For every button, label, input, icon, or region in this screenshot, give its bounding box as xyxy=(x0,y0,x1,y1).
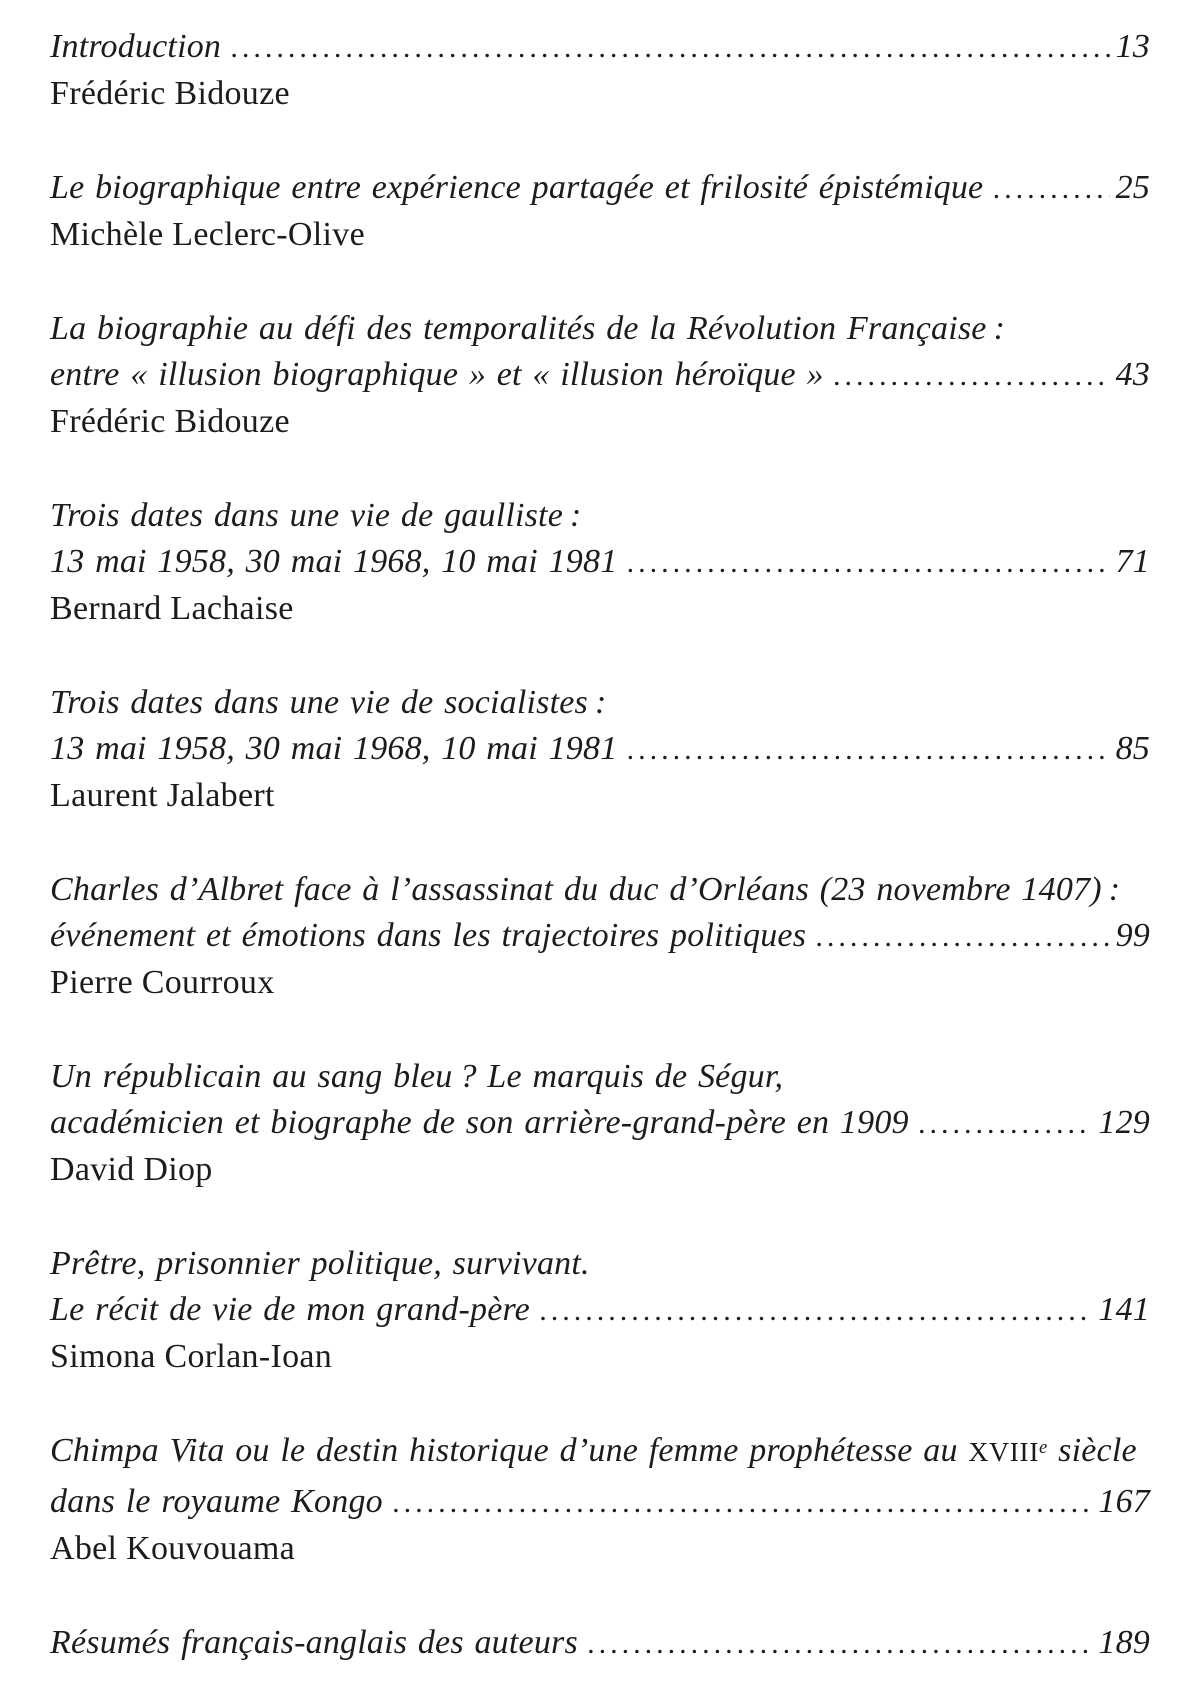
dot-leader xyxy=(834,353,1110,399)
dot-leader xyxy=(393,1480,1093,1526)
entry-title: Résumés français-anglais des auteurs xyxy=(50,1624,578,1661)
toc-entry xyxy=(50,493,1150,632)
entry-title: Prêtre, prisonnier politique, survivant. xyxy=(50,1245,590,1282)
entry-title: Le biographique entre expérience partagée et frilosité épistémique xyxy=(50,169,984,206)
dot-leader xyxy=(816,914,1109,960)
dot-leader xyxy=(540,1288,1092,1334)
page-number: 189 xyxy=(1098,1624,1150,1661)
entry-title-line xyxy=(50,680,1150,726)
page-number: 43 xyxy=(1115,356,1150,393)
entry-title-line xyxy=(50,1479,1150,1526)
page-number: 13 xyxy=(1115,28,1150,65)
dot-leader xyxy=(919,1101,1093,1147)
toc-entry xyxy=(50,24,1150,117)
toc-entry xyxy=(50,1620,1150,1667)
entry-title-line xyxy=(50,726,1150,773)
entry-title-line xyxy=(50,1620,1150,1667)
author-name: Laurent Jalabert xyxy=(50,777,275,814)
roman-numeral: XVIII xyxy=(968,1437,1039,1468)
page-number: 167 xyxy=(1098,1483,1150,1520)
toc-entry xyxy=(50,1241,1150,1380)
page-number: 99 xyxy=(1115,917,1150,954)
entry-title-line xyxy=(50,1054,1150,1100)
entry-title: Le récit de vie de mon grand-père xyxy=(50,1291,530,1328)
entry-title-line xyxy=(50,165,1150,212)
entry-title: Un républicain au sang bleu ? Le marquis de Ségur, xyxy=(50,1058,784,1095)
entry-title: Trois dates dans une vie de socialistes : xyxy=(50,684,607,721)
dot-leader xyxy=(993,166,1109,212)
author-name: David Diop xyxy=(50,1151,213,1188)
toc-entry xyxy=(50,165,1150,258)
entry-title-line xyxy=(50,306,1150,352)
entry-title-line xyxy=(50,1287,1150,1334)
dot-leader xyxy=(627,540,1109,586)
entry-title-line xyxy=(50,1428,1150,1479)
author-name: Frédéric Bidouze xyxy=(50,75,290,112)
entry-title-line xyxy=(50,24,1150,71)
page-number: 71 xyxy=(1115,543,1150,580)
entry-title: académicien et biographe de son arrière-grand-père en 1909 xyxy=(50,1104,909,1141)
page-number: 85 xyxy=(1115,730,1150,767)
page-number: 25 xyxy=(1115,169,1150,206)
page-number: 141 xyxy=(1098,1291,1150,1328)
entry-title: La biographie au défi des temporalités de la Révolution Française : xyxy=(50,310,1006,347)
entry-title-line xyxy=(50,1241,1150,1287)
toc-entry xyxy=(50,867,1150,1006)
dot-leader xyxy=(627,727,1109,773)
toc-entry xyxy=(50,680,1150,819)
entry-title-line xyxy=(50,867,1150,913)
superscript-e: e xyxy=(1038,1436,1048,1458)
entry-title: 13 mai 1958, 30 mai 1968, 10 mai 1981 xyxy=(50,730,618,767)
entry-title: dans le royaume Kongo xyxy=(50,1483,383,1520)
dot-leader xyxy=(231,25,1109,71)
entry-title: Chimpa Vita ou le destin historique d’une femme prophétesse au xyxy=(50,1432,969,1469)
entry-title: siècle xyxy=(1047,1432,1137,1469)
toc-entry xyxy=(50,1054,1150,1193)
entry-title: événement et émotions dans les trajectoires politiques xyxy=(50,917,807,954)
entry-title: Trois dates dans une vie de gaulliste : xyxy=(50,497,582,534)
toc-entry xyxy=(50,1428,1150,1572)
entry-title-line xyxy=(50,493,1150,539)
page-number: 129 xyxy=(1098,1104,1150,1141)
entry-title-line xyxy=(50,352,1150,399)
author-name: Bernard Lachaise xyxy=(50,590,294,627)
author-name: Frédéric Bidouze xyxy=(50,403,290,440)
dot-leader xyxy=(588,1621,1093,1667)
entry-title: Charles d’Albret face à l’assassinat du duc d’Orléans (23 novembre 1407) : xyxy=(50,871,1121,908)
entry-title: Introduction xyxy=(50,28,222,65)
entry-title-line xyxy=(50,539,1150,586)
author-name: Abel Kouvouama xyxy=(50,1530,295,1567)
author-name: Simona Corlan-Ioan xyxy=(50,1338,333,1375)
author-name: Pierre Courroux xyxy=(50,964,275,1001)
entry-title-line xyxy=(50,1100,1150,1147)
toc-entry xyxy=(50,306,1150,445)
entry-title-line xyxy=(50,913,1150,960)
entry-title: 13 mai 1958, 30 mai 1968, 10 mai 1981 xyxy=(50,543,618,580)
entry-title: entre « illusion biographique » et « illusion héroïque » xyxy=(50,356,824,393)
author-name: Michèle Leclerc-Olive xyxy=(50,216,365,253)
